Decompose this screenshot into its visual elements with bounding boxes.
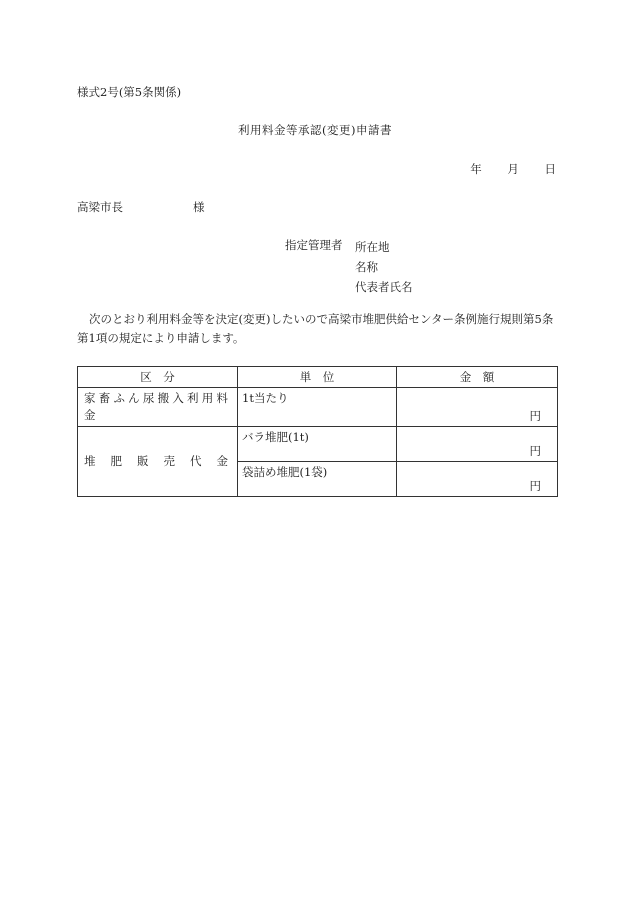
table-row — [78, 427, 558, 462]
unit-cell: 袋詰め堆肥(1袋) — [238, 462, 397, 497]
header-unit: 単 位 — [238, 367, 397, 388]
header-amount: 金 額 — [397, 367, 558, 388]
body-text: 次のとおり利用料金等を決定(変更)したいので高梁市堆肥供給センター条例施行規則第5条第1項の規定により申請します。 — [77, 312, 554, 345]
applicant-representative-label: 代表者氏名 — [355, 280, 413, 294]
applicant-fields — [355, 237, 413, 297]
addressee-honorific: 様 — [193, 200, 205, 214]
applicant-label: 指定管理者 — [285, 238, 343, 252]
date-day-label: 日 — [544, 162, 556, 176]
date-year-label: 年 — [470, 162, 482, 176]
yen-unit: 円 — [529, 409, 541, 423]
applicant-address-label: 所在地 — [355, 240, 390, 254]
unit-cell: 1t当たり — [238, 388, 397, 427]
yen-unit: 円 — [529, 479, 541, 493]
yen-unit: 円 — [529, 444, 541, 458]
applicant-name-label: 名称 — [355, 260, 378, 274]
fee-table — [77, 366, 558, 497]
amount-cell[interactable] — [397, 427, 558, 462]
document-title: 利用料金等承認(変更)申請書 — [238, 123, 392, 137]
unit-cell: バラ堆肥(1t) — [238, 427, 397, 462]
addressee — [77, 199, 205, 215]
amount-cell[interactable] — [397, 388, 558, 427]
form-number: 様式2号(第5条関係) — [77, 85, 182, 99]
header-category: 区 分 — [78, 367, 238, 388]
date-line — [470, 161, 556, 177]
date-month-label: 月 — [507, 162, 519, 176]
amount-cell[interactable] — [397, 462, 558, 497]
table-row — [78, 388, 558, 427]
addressee-name: 高梁市長 — [77, 200, 123, 214]
category-cell: 堆肥販売代金 — [78, 427, 238, 497]
table-header-row — [78, 367, 558, 388]
category-cell: 家畜ふん尿搬入利用料金 — [78, 388, 238, 427]
